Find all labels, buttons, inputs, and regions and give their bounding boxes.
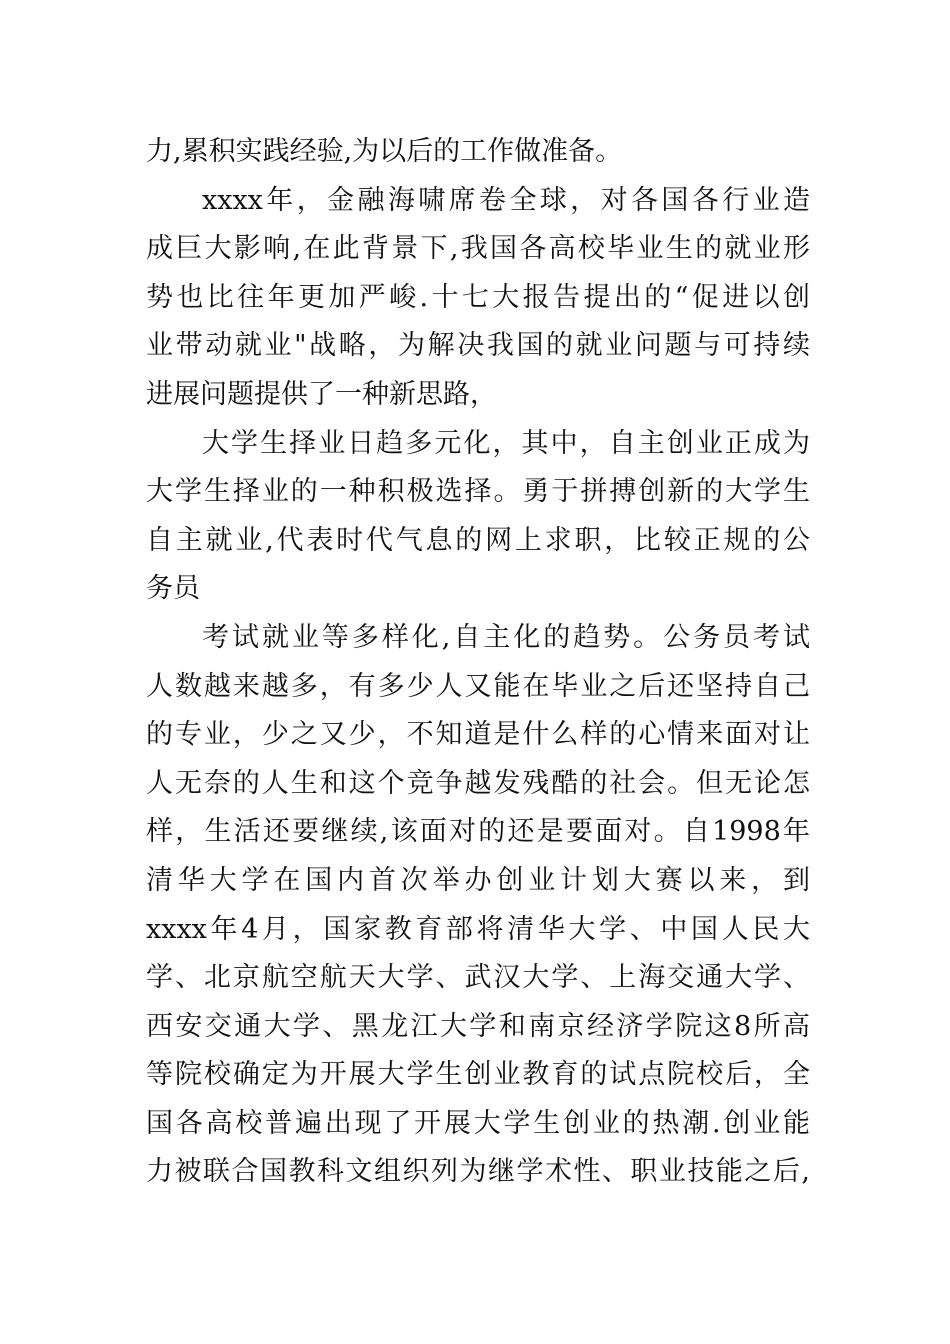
text-line: xxxx年，金融海啸席卷全球，对各国各行业造 bbox=[202, 184, 810, 216]
text-line: 西安交通大学、黑龙江大学和南京经济学院这8所高 bbox=[146, 1010, 810, 1042]
text-line: 力,累积实践经验,为以后的工作做准备。 bbox=[146, 136, 623, 167]
text-line: 业带动就业"战略，为解决我国的就业问题与可持续 bbox=[146, 330, 810, 362]
text-line: 人无奈的人生和这个竞争越发残酷的社会。但无论怎 bbox=[146, 767, 810, 799]
text-line: 大学生择业日趋多元化，其中，自主创业正成为 bbox=[202, 427, 810, 459]
text-line: 大学生择业的一种积极选择。勇于拼搏创新的大学生 bbox=[146, 476, 810, 508]
document-body bbox=[146, 128, 810, 1197]
text-line: 国各高校普遍出现了开展大学生创业的热潮.创业能 bbox=[146, 1107, 810, 1139]
text-line: 势也比往年更加严峻.十七大报告提出的“促进以创 bbox=[146, 281, 810, 313]
text-line: 考试就业等多样化,自主化的趋势。公务员考试 bbox=[202, 621, 810, 653]
text-line: 进展问题提供了一种新思路， bbox=[146, 378, 497, 410]
text-line: 学、北京航空航天大学、武汉大学、上海交通大学、 bbox=[146, 962, 810, 994]
text-line: 人数越来越多，有多少人又能在毕业之后还坚持自己 bbox=[146, 670, 810, 702]
text-line: 等院校确定为开展大学生创业教育的试点院校后，全 bbox=[146, 1059, 810, 1091]
text-line: 力被联合国教科文组织列为继学术性、职业技能之后, bbox=[146, 1156, 810, 1188]
text-line: 成巨大影响,在此背景下,我国各高校毕业生的就业形 bbox=[146, 233, 810, 265]
text-line: xxxx年4月，国家教育部将清华大学、中国人民大 bbox=[146, 913, 810, 945]
text-line: 清华大学在国内首次举办创业计划大赛以来，到 bbox=[146, 864, 810, 896]
text-line: 样，生活还要继续,该面对的还是要面对。自1998年 bbox=[146, 816, 810, 848]
text-line: 务员 bbox=[146, 573, 200, 605]
text-line: 的专业，少之又少，不知道是什么样的心情来面对让 bbox=[146, 719, 810, 751]
text-line: 自主就业,代表时代气息的网上求职，比较正规的公 bbox=[146, 524, 810, 556]
